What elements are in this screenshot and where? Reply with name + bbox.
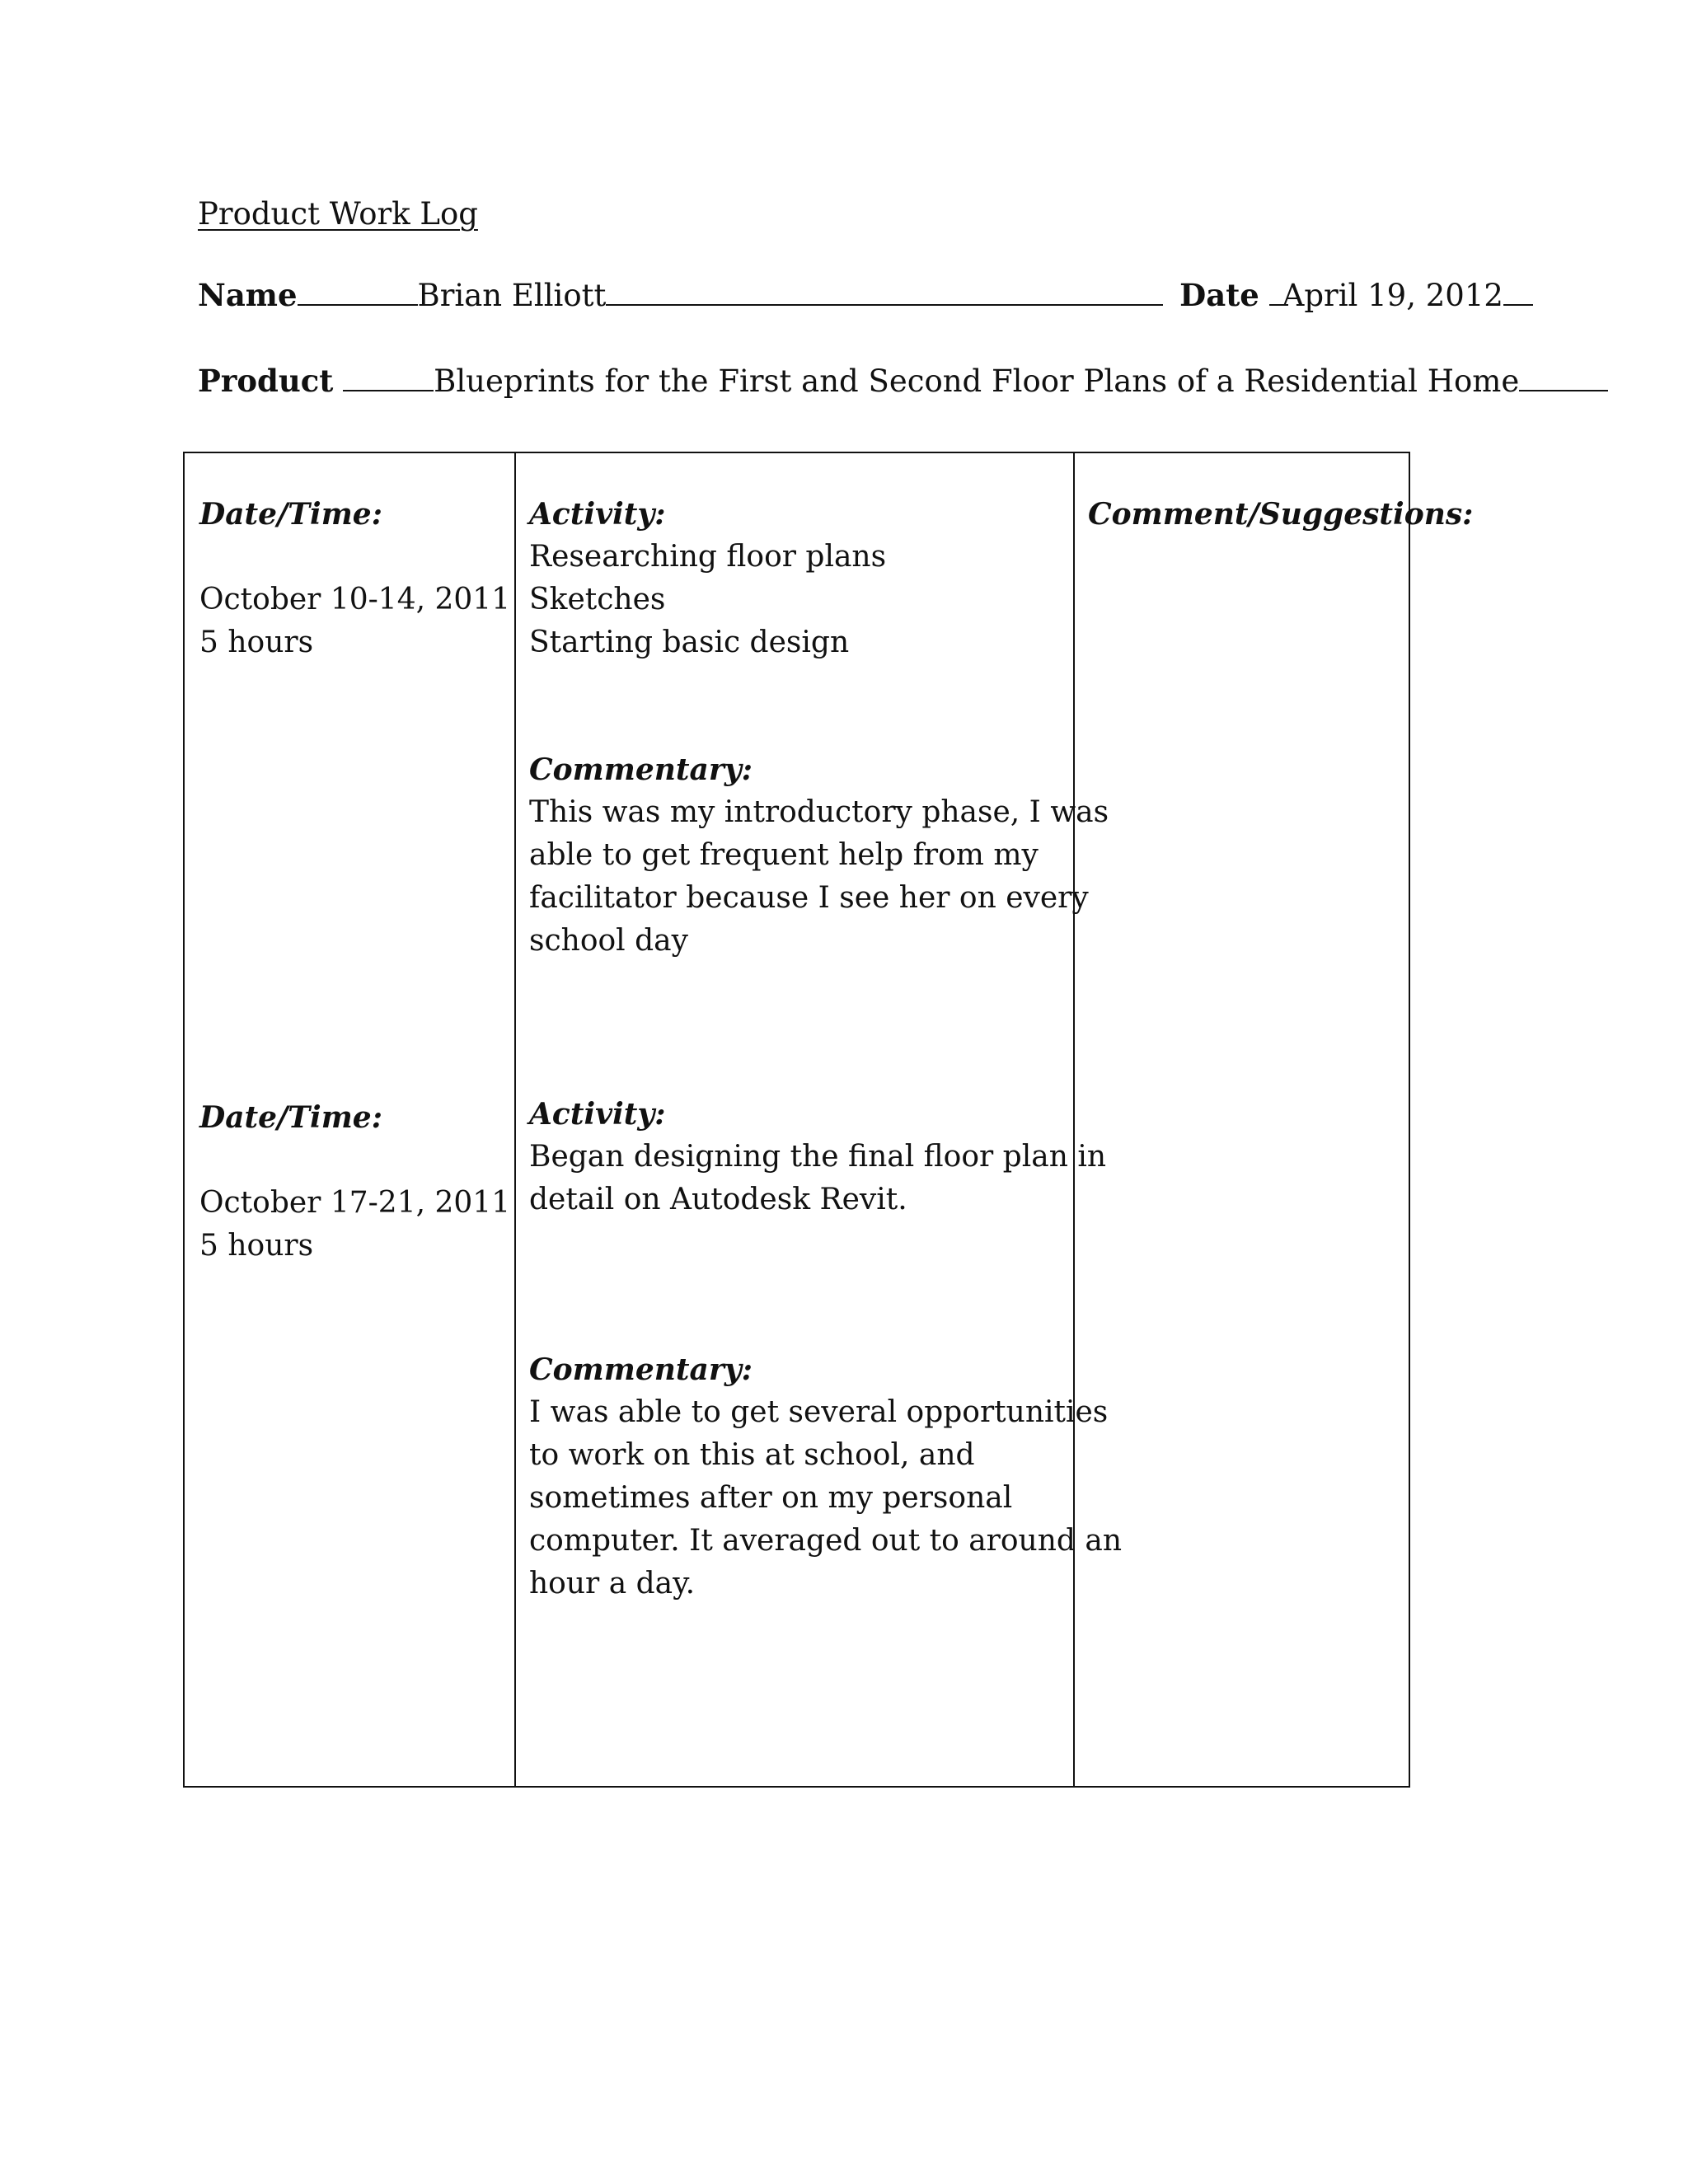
commentary-line: able to get frequent help from my xyxy=(529,838,1039,872)
entry-1-date-cell xyxy=(199,493,510,664)
date-rule-right xyxy=(1503,303,1533,306)
name-line xyxy=(198,277,1533,313)
commentary-line: computer. It averaged out to around an xyxy=(529,1524,1123,1558)
date-time-label: Date/Time: xyxy=(199,1100,382,1135)
entry-2-commentary-cell xyxy=(529,1348,1122,1605)
activity-item: Starting basic design xyxy=(529,626,850,659)
product-line xyxy=(198,363,1608,399)
activity-item: Sketches xyxy=(529,583,666,616)
commentary-label: Commentary: xyxy=(529,1352,753,1387)
duration: 5 hours xyxy=(199,1229,314,1263)
activity-item: Researching floor plans xyxy=(529,540,887,574)
date-range: October 17-21, 2011 xyxy=(199,1186,511,1220)
activity-label: Activity: xyxy=(529,1097,666,1132)
name-rule-left xyxy=(298,303,418,306)
document-title: Product Work Log xyxy=(198,196,478,232)
commentary-line: to work on this at school, and xyxy=(529,1438,975,1472)
commentary-line: sometimes after on my personal xyxy=(529,1481,1013,1515)
name-value: Brian Elliott xyxy=(417,278,607,313)
date-rule-left xyxy=(1269,303,1282,306)
date-time-label: Date/Time: xyxy=(199,497,382,532)
activity-label: Activity: xyxy=(529,497,666,532)
work-log-table xyxy=(183,452,1474,1788)
entry-2-date-cell xyxy=(199,1096,510,1268)
activity-item: Began designing the final floor plan in xyxy=(529,1140,1107,1174)
commentary-line: I was able to get several opportunities xyxy=(529,1395,1109,1429)
commentary-line: This was my introductory phase, I was xyxy=(529,795,1109,829)
comment-suggestions-cell xyxy=(1088,493,1473,536)
duration: 5 hours xyxy=(199,626,314,659)
date-label: Date xyxy=(1179,277,1259,313)
entry-1-commentary-cell xyxy=(529,748,1109,963)
product-rule-right xyxy=(1519,389,1608,391)
entry-2-activity-cell xyxy=(529,1093,1106,1221)
product-label: Product xyxy=(198,363,334,399)
commentary-line: facilitator because I see her on every xyxy=(529,881,1089,915)
entry-1-activity-cell xyxy=(529,493,886,664)
commentary-label: Commentary: xyxy=(529,752,753,787)
date-range: October 10-14, 2011 xyxy=(199,583,511,616)
commentary-line: hour a day. xyxy=(529,1567,696,1601)
product-rule-left xyxy=(343,389,434,391)
column-divider xyxy=(514,453,516,1786)
commentary-line: school day xyxy=(529,924,688,958)
name-rule-right xyxy=(606,303,1163,306)
comment-suggestions-label: Comment/Suggestions: xyxy=(1088,497,1474,532)
activity-item: detail on Autodesk Revit. xyxy=(529,1183,907,1216)
date-value: April 19, 2012 xyxy=(1282,278,1503,313)
name-label: Name xyxy=(198,277,298,313)
product-value: Blueprints for the First and Second Floor Plans of a Residential Home xyxy=(434,363,1520,399)
